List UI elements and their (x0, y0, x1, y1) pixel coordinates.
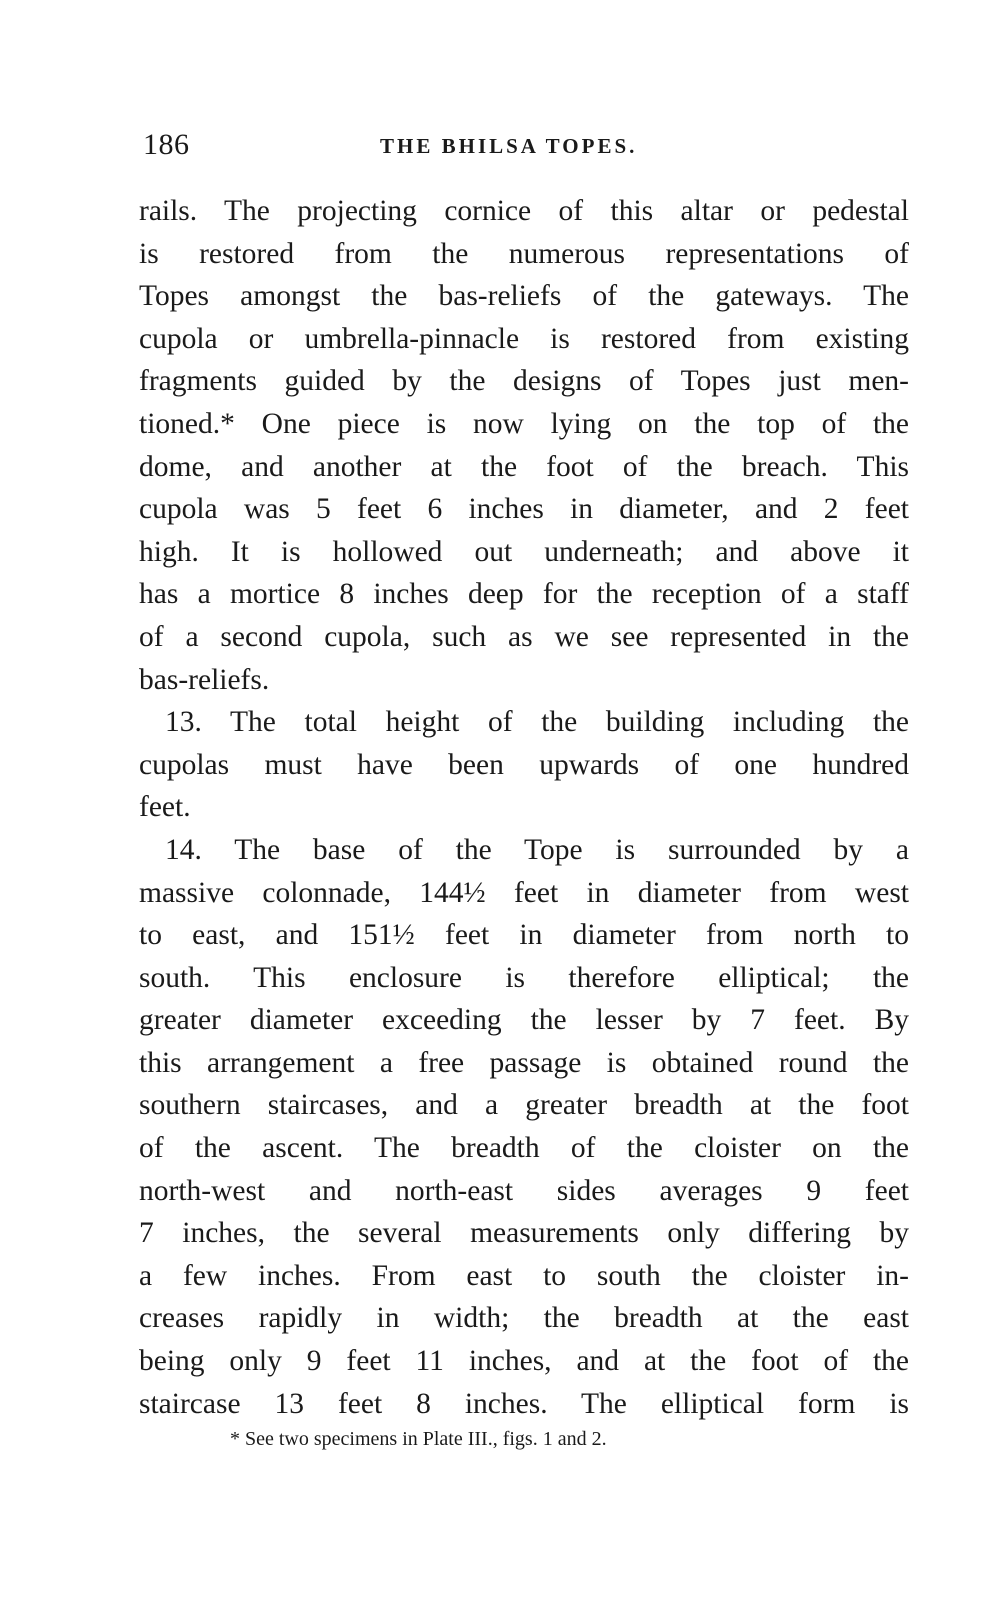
running-title: THE BHILSA TOPES. (380, 134, 638, 158)
text-line: being only 9 feet 11 inches, and at the foot of the (139, 1345, 909, 1378)
text-line: high. It is hollowed out underneath; and above it (139, 535, 909, 568)
text-line: massive colonnade, 144½ feet in diameter from west (139, 876, 909, 909)
text-line: cupolas must have been upwards of one hundred (139, 748, 909, 781)
paragraph-13-start: 13. The total height of the building including the (165, 706, 909, 739)
text-line: creases rapidly in width; the breadth at the east (139, 1302, 909, 1335)
text-line: southern staircases, and a greater breadth at the foot (139, 1089, 909, 1122)
text-line: cupola or umbrella-pinnacle is restored from existing (139, 322, 909, 355)
footnote: * See two specimens in Plate III., figs. 1 and 2. (230, 1428, 607, 1450)
text-line: rails. The projecting cornice of this altar or pedestal (139, 195, 909, 227)
text-line: of a second cupola, such as we see represented in the (139, 620, 909, 653)
text-line: tioned.* One piece is now lying on the top of the (139, 407, 909, 440)
text-line: north-west and north-east sides averages 9 feet (139, 1174, 909, 1207)
text-line: staircase 13 feet 8 inches. The elliptical form is (139, 1387, 909, 1420)
text-line: cupola was 5 feet 6 inches in diameter, and 2 feet (139, 493, 909, 526)
text-line: dome, and another at the foot of the breach. This (139, 450, 909, 483)
body-text (139, 190, 909, 1425)
text-line: south. This enclosure is therefore elliptical; the (139, 961, 909, 994)
text-line: has a mortice 8 inches deep for the reception of a staff (139, 578, 909, 611)
running-head (143, 128, 903, 168)
text-line: of the ascent. The breadth of the cloister on the (139, 1132, 909, 1165)
text-line: bas-reliefs. (139, 663, 270, 696)
text-line: a few inches. From east to south the cloister in- (139, 1259, 909, 1292)
text-line: feet. (139, 791, 191, 824)
text-line: fragments guided by the designs of Topes just men- (139, 365, 909, 398)
text-line: to east, and 151½ feet in diameter from north to (139, 919, 909, 952)
text-line: greater diameter exceeding the lesser by 7 feet. By (139, 1004, 909, 1037)
page-number: 186 (143, 128, 190, 161)
text-line: 7 inches, the several measurements only differing by (139, 1217, 909, 1250)
text-line: Topes amongst the bas-reliefs of the gateways. The (139, 280, 909, 313)
paragraph-14-start: 14. The base of the Tope is surrounded by a (165, 833, 909, 866)
text-line: is restored from the numerous representations of (139, 237, 909, 270)
text-line: this arrangement a free passage is obtained round the (139, 1046, 909, 1079)
